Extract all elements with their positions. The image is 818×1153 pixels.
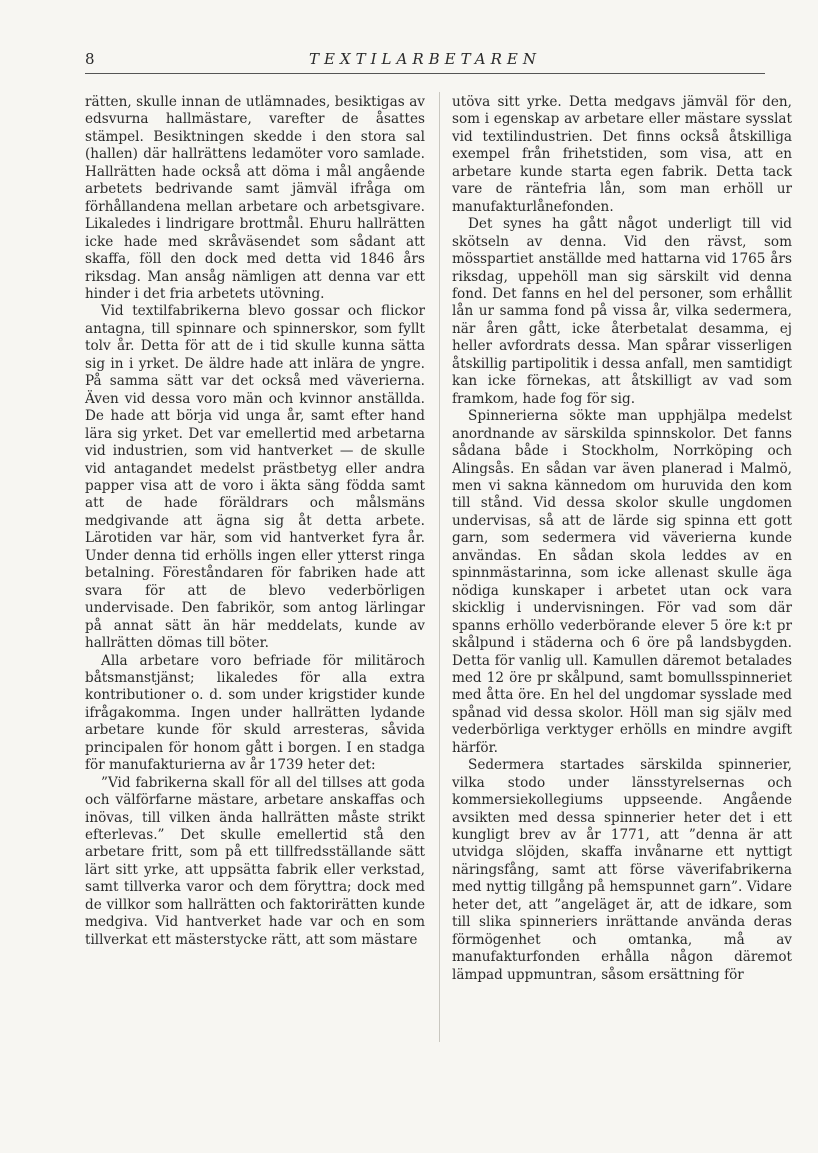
paragraph: utöva sitt yrke. Detta medgavs jämväl för den, som i egenskap av arbetare eller mästare sysslat vid textilindustrien. Det finns också åtskilliga exempel från frihetstiden, som visa, att en arbetare kunde starta egen fabrik. Detta tack vare de räntefria lån, som man erhöll ur manufakturlånefonden. [452, 94, 792, 215]
column-divider [439, 92, 440, 1042]
paragraph: Alla arbetare voro befriade för militäroch båtsmanstjänst; likaledes för alla extra kontributioner o. d. som under krigstider kunde ifrågakomma. Ingen under hallrätten lydande arbetare kunde för skuld arresteras, såvida principalen för honom gått i borgen. I en stadga för manufakturierna av år 1739 heter det: [85, 652, 425, 774]
paragraph: rätten, skulle innan de utlämnades, besiktigas av edsvurna hallmästare, varefter de åsattes stämpel. Besiktningen skedde i den stora sal (hallen) där hallrättens ledamöter voro samlade. Hallrätten hade också att döma i mål angående arbetets bedrivande samt jämväl ifråga om förhållandena mellan arbetare och arbetsgivare. Likaledes i lindrigare brottmål. Ehuru hallrätten icke hade med skråväsendet som sådant att skaffa, föll den dock med detta vid 1846 års riksdag. Man ansåg nämligen att denna var ett hinder i det fria arbetets utövning. [85, 94, 425, 302]
paragraph: Spinnerierna sökte man upphjälpa medelst anordnande av särskilda spinnskolor. Det fanns sådana både i Stockholm, Norrköping och Alingsås. En sådan var även planerad i Malmö, men vi sakna kännedom om huruvida den kom till stånd. Vid dessa skolor skulle ungdomen undervisas, så att de lärde sig spinna ett gott garn, som sedermera vid väverierna kunde användas. En sådan skola leddes av en spinnmästarinna, som icke allenast skulle äga nödiga kunskaper i arbetet utan ock vara skicklig i undervisningen. För vad som där spanns erhöllo vederbörande elever 5 öre k:t pr skålpund i städernа och 6 öre på landsbygden. Detta för vanlig ull. Kamullen däremot betalades med 12 öre pr skålpund, samt bomullsspinneriet med åtta öre. En hel del ungdomar sysslade med spånad vid dessa skolor. Höll man sig själv med vederbörliga verktyger erhölls en mindre avgift härför. [452, 408, 792, 756]
paragraph: Sedermera startades särskilda spinnerier, vilka stodo under länsstyrelsernas och kommersiekollegiums uppseende. Angående avsikten med dessa spinnerier heter det i ett kungligt brev av år 1771, att ”denna är att utvidga slöjden, skaffa invånarne ett nyttigt näringsfång, samt att förse väverifabrikerna med nyttig tillgång på hemspunnet garn”. Vidare heter det, att ”angeläget är, att de idkare, som till slika spinneriers inrättande använda deras förmögenhet och omtanka, må av manufakturfonden erhålla någon däremot lämpad uppmuntran, såsom ersättning för [452, 757, 792, 983]
header-rule [85, 73, 765, 74]
journal-title: TEXTILARBETAREN [308, 50, 541, 68]
left-column [85, 94, 425, 949]
quoted-paragraph: ”Vid fabrikerna skall för all del tillses att goda och välförfarne mästare, arbetare anskaffas och inövas, till vilken ända hallrätten måste strikt efterlevas.” Det skulle emellertid stå den arbetare fritt, som på ett tillfredsställande sätt lärt sitt yrke, att uppsätta fabrik eller verkstad, samt tillverka varor och dem föryttra; dock med de villkor som hallrätten och faktorirätten kunde medgiva. Vid hantverket hade var och en som tillverkat ett mästerstycke rätt, att som mästare [85, 774, 425, 948]
page-header [85, 50, 765, 74]
page-number: 8 [85, 50, 96, 68]
paragraph: Vid textilfabrikerna blevo gossar och flickor antagna, till spinnare och spinnerskor, som fyllt tolv år. Detta för att de i tid skulle kunna sätta sig in i yrket. De äldre hade att inlära de yngre. På samma sätt var det också med väverierna. Även vid dessa voro män och kvinnor anställda. De hade att börja vid unga år, samt efter hand lära sig yrket. Det var emellertid med arbetarna vid industrien, som vid hantverket — de skulle vid antagandet medelst prästbetyg eller andra papper visa att de voro i äkta säng födda samt att de hade föräldrars och målsmäns medgivande att ägna sig åt detta arbete. Lärotiden var här, som vid hantverket fyra år. Under denna tid erhölls ingen eller ytterst ringa betalning. Föreståndaren för fabriken hade att svara för att de blevo vederbörligen undervisade. Den fabrikör, som antog lärlingar på annat sätt än här meddelats, kunde av hallrätten dömas till böter. [85, 303, 425, 652]
paragraph: Det synes ha gått något underligt till vid skötseln av denna. Vid den rävst, som mösspartiet anställde med hattarna vid 1765 års riksdag, uppehöll man sig särskilt vid denna fond. Det fanns en hel del personer, som erhållit lån ur samma fond på vissa år, vilka sedermera, när åren gått, icke återbetalat desamma, ej heller avfordrats dessa. Man spårar visserligen åtskillig partipolitik i dessa anfall, men samtidigt kan icke förnekas, att åtskilligt av vad som framkom, hade fog för sig. [452, 216, 792, 407]
right-column [452, 94, 792, 984]
